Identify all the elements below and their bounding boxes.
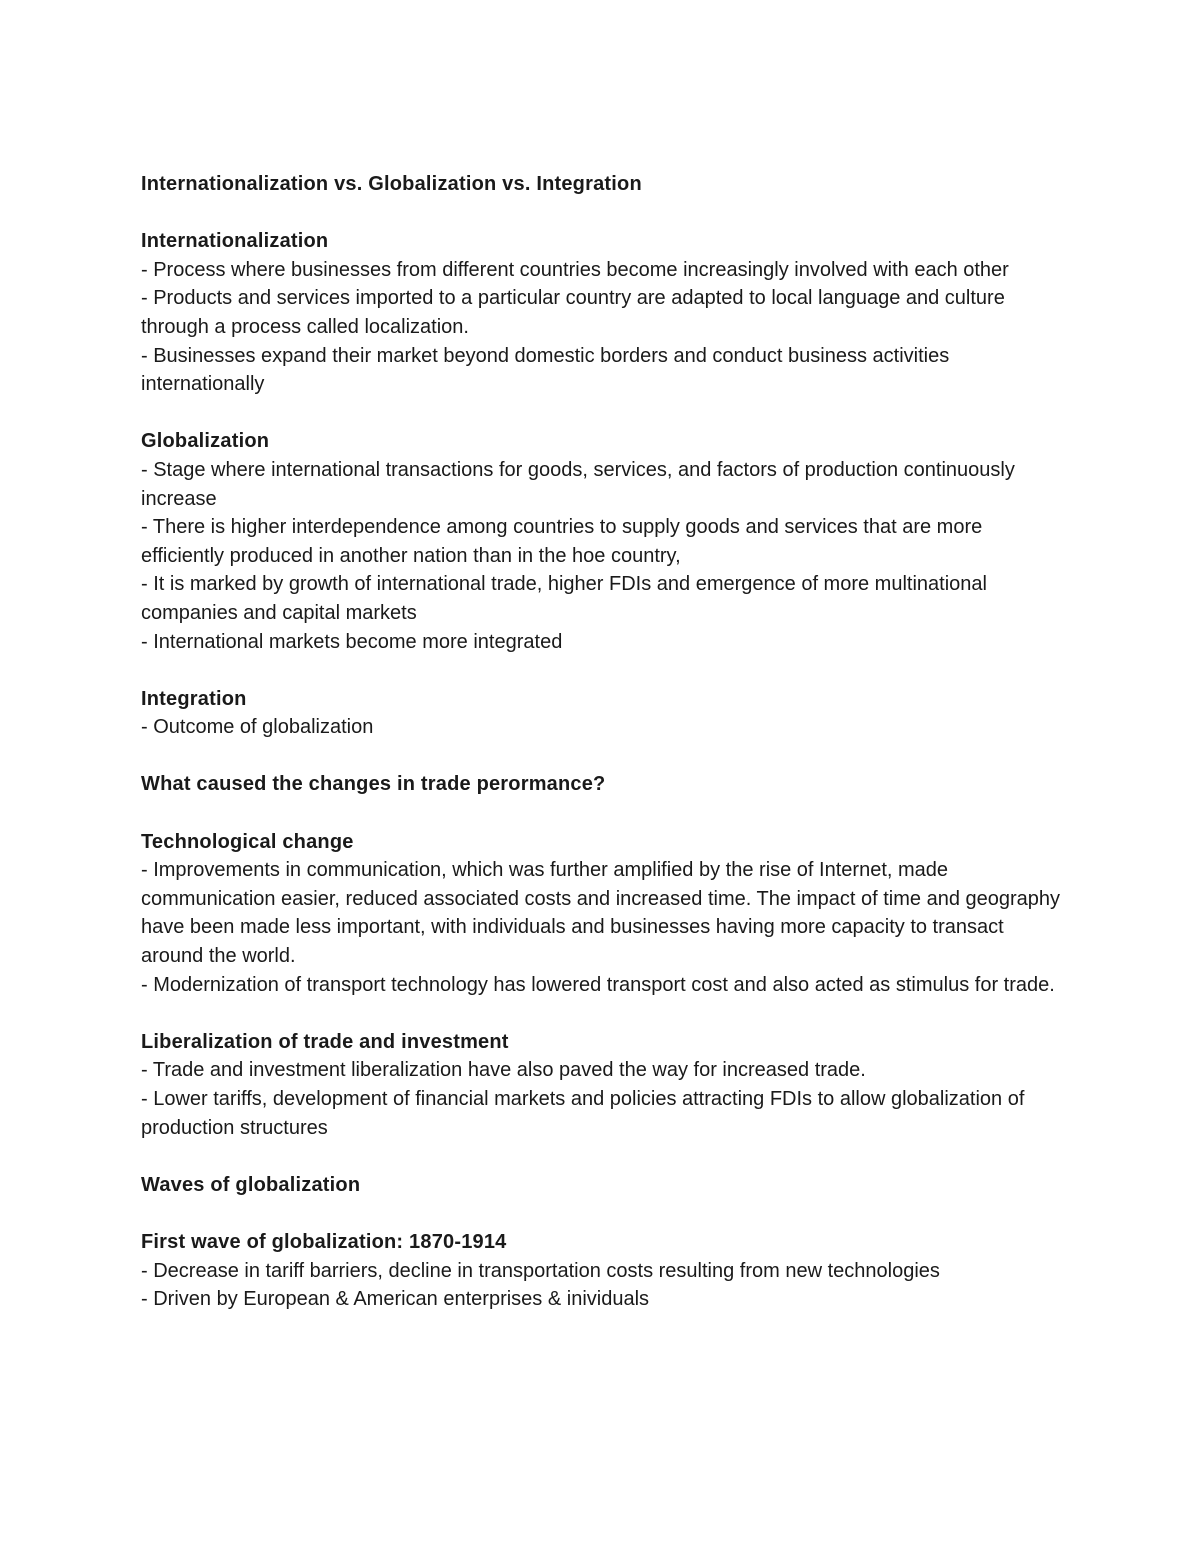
section-heading-first-wave: First wave of globalization: 1870-1914: [141, 1230, 507, 1253]
document-body: [141, 170, 1061, 1314]
bullet-item: - International markets become more integrated: [141, 630, 563, 653]
spacer: [141, 999, 1061, 1028]
section-heading-waves: Waves of globalization: [141, 1173, 361, 1196]
section-heading-technological-change: Technological change: [141, 830, 354, 853]
section-heading-question: What caused the changes in trade perormance?: [141, 773, 606, 796]
bullet-item: - Stage where international transactions for goods, services, and factors of production continuously increase: [141, 458, 1015, 510]
spacer: [141, 1199, 1061, 1228]
spacer: [141, 1142, 1061, 1171]
section-heading-integration: Integration: [141, 687, 247, 710]
bullet-item: - Outcome of globalization: [141, 716, 374, 739]
bullet-item: - Process where businesses from different countries become increasingly involved with each other: [141, 258, 1009, 281]
bullet-item: - Modernization of transport technology has lowered transport cost and also acted as stimulus for trade.: [141, 973, 1055, 996]
spacer: [141, 656, 1061, 685]
bullet-item: - Lower tariffs, development of financial markets and policies attracting FDIs to allow globalization of production structures: [141, 1088, 1025, 1139]
spacer: [141, 742, 1061, 771]
bullet-item: - Driven by European & American enterprises & inividuals: [141, 1288, 650, 1311]
spacer: [141, 399, 1061, 428]
section-heading-liberalization: Liberalization of trade and investment: [141, 1030, 509, 1053]
spacer: [141, 199, 1061, 228]
section-heading-internationalization: Internationalization: [141, 230, 329, 253]
section-heading-globalization: Globalization: [141, 430, 270, 453]
bullet-item: - Products and services imported to a particular country are adapted to local language and culture through a process called localization.: [141, 287, 1005, 338]
bullet-item: - Decrease in tariff barriers, decline in transportation costs resulting from new technologies: [141, 1259, 940, 1282]
spacer: [141, 799, 1061, 828]
document-title: Internationalization vs. Globalization vs. Integration: [141, 173, 642, 195]
bullet-item: - It is marked by growth of international trade, higher FDIs and emergence of more multinational companies and capital markets: [141, 573, 987, 624]
bullet-item: - Improvements in communication, which was further amplified by the rise of Internet, made communication easier, reduced associated costs and increased time. The impact of time and geography have been made less important, with individuals and businesses having more capacity to transact around the world.: [141, 859, 1061, 968]
bullet-item: - There is higher interdependence among countries to supply goods and services that are more efficiently produced in another nation than in the hoe country,: [141, 516, 983, 567]
bullet-item: - Businesses expand their market beyond domestic borders and conduct business activities internationally: [141, 344, 950, 396]
bullet-item: - Trade and investment liberalization have also paved the way for increased trade.: [141, 1059, 866, 1082]
